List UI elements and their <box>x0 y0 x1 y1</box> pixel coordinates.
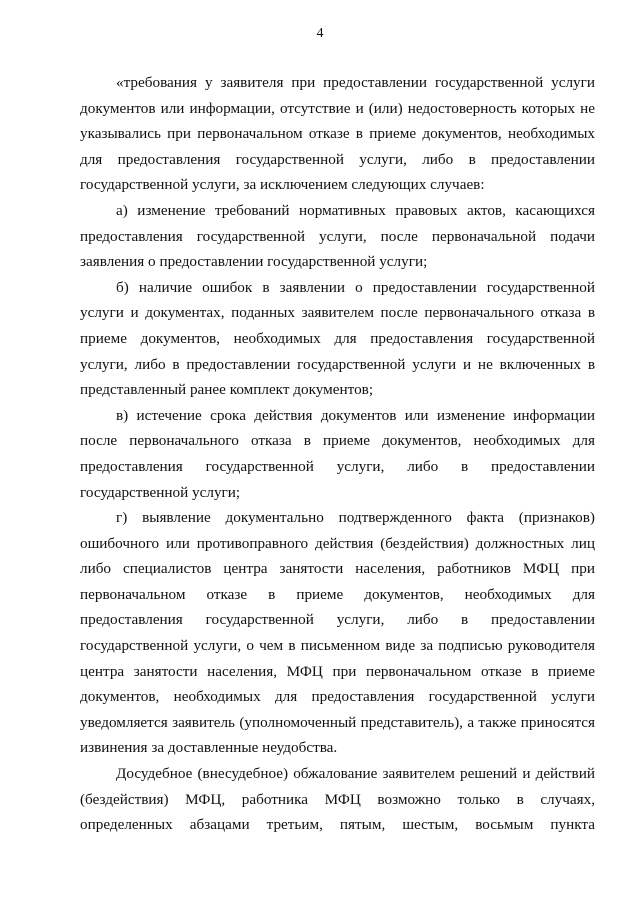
document-body <box>80 70 595 838</box>
page-number: 4 <box>316 26 324 41</box>
paragraph-appeal: Досудебное (внесудебное) обжалование заявителем решений и действий (бездействия) МФЦ, работника МФЦ возможно только в случаях, определенных абзацами третьим, пятым, шестым, восьмым пункта <box>80 765 595 834</box>
paragraph-requirements: «требования у заявителя при предоставлении государственной услуги документов или информации, отсутствие и (или) недостоверность которых не указывались при первоначальном отказе в приеме документов, необходимых для предоставления государственной услуги, либо в предоставлении государственной услуги, за исключением следующих случаев: <box>80 74 595 194</box>
paragraph-item-g: г) выявление документально подтвержденного факта (признаков) ошибочного или противоправного действия (бездействия) должностных лиц либо специалистов центра занятости населения, работников МФЦ при первоначальном отказе в приеме документов, необходимых для предоставления государственной услуги, либо в предоставлении государственной услуги, о чем в письменном виде за подписью руководителя центра занятости населения, МФЦ при первоначальном отказе в приеме документов, необходимых для предоставления государственной услуги уведомляется заявитель (уполномоченный представитель), а также приносятся извинения за доставленные неудобства. <box>80 509 595 757</box>
paragraph-item-v: в) истечение срока действия документов или изменение информации после первоначального отказа в приеме документов, необходимых для предоставления государственной услуги, либо в предоставлении государственной услуги; <box>80 406 595 501</box>
paragraph-item-b: б) наличие ошибок в заявлении о предоставлении государственной услуги и документах, поданных заявителем после первоначального отказа в приеме документов, необходимых для предоставления государственной услуги, либо в предоставлении государственной услуги и не включенных в представленный ранее комплект документов; <box>80 278 595 399</box>
paragraph-item-a: а) изменение требований нормативных правовых актов, касающихся предоставления государственной услуги, после первоначальной подачи заявления о предоставлении государственной услуги; <box>80 201 595 271</box>
